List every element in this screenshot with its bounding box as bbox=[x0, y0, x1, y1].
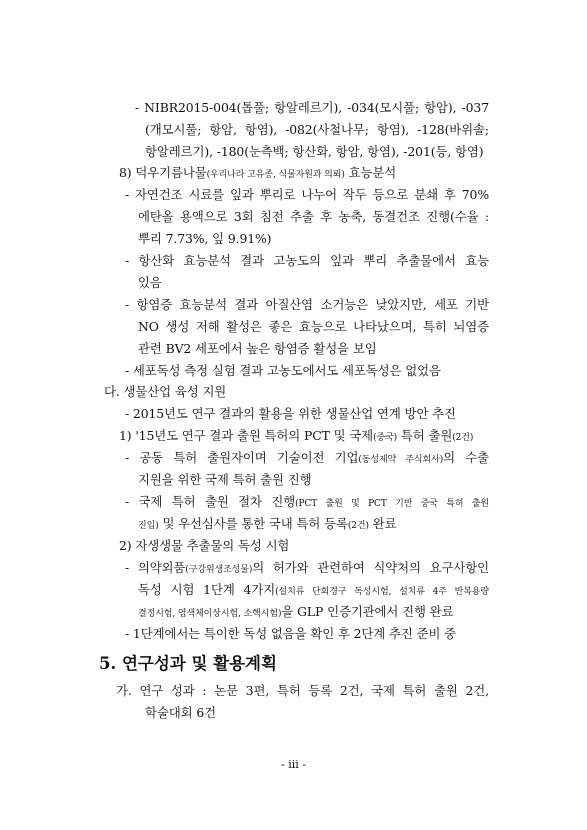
text-line: 에탄올 용액으로 3회 침전 추출 후 농축, 동결건조 진행(수율 : bbox=[138, 209, 489, 224]
subsection-heading: 2) 자생생물 추출물의 독성 시험 bbox=[119, 538, 290, 553]
text-line: (개모시풀; 항암, 항염), -082(사철나무; 항염), -128(바위솔; bbox=[145, 122, 489, 137]
text-line: NO 생성 저해 활성은 좋은 효능으로 나타났으며, 특히 뇌염증 bbox=[138, 319, 489, 334]
text-line: - NIBR2015-004(톱풀; 항알레르기), -034(모시풀; 항암), -037 bbox=[135, 100, 489, 115]
text-line: 관련 BV2 세포에서 높은 항염증 활성을 보임 bbox=[138, 341, 377, 356]
section-heading: 다. 생물산업 육성 지원 bbox=[104, 384, 227, 399]
text-line: - 2015년도 연구 결과의 활용을 위한 생물산업 연계 방안 추진 bbox=[125, 406, 456, 421]
text-line: 결정시험, 염색체이상시험, 소핵시험)을 GLP 인증기관에서 진행 완료 bbox=[138, 604, 454, 619]
text-line: - 세포독성 측정 실험 결과 고농도에서도 세포독성은 없었음 bbox=[125, 363, 441, 378]
text-line: 학술대회 6건 bbox=[145, 705, 216, 720]
page-number: - iii - bbox=[281, 758, 306, 771]
text-line: 가. 연구 성과 : 논문 3편, 특허 등록 2건, 국제 특허 출원 2건, bbox=[116, 683, 489, 698]
subsection-heading: 1) '15년도 연구 결과 출원 특허의 PCT 및 국제(중국) 특허 출원(2건) bbox=[119, 428, 474, 443]
text-line: - 자연건조 시료를 잎과 뿌리로 나누어 작두 등으로 분쇄 후 70% bbox=[125, 187, 489, 202]
text-line: 뿌리 7.73%, 잎 9.91%) bbox=[138, 231, 272, 246]
text-line: - 의약외품(구강위생조성물)의 허가와 관련하여 식약처의 요구사항인 bbox=[125, 560, 489, 575]
text-line: - 국제 특허 출원 절차 진행(PCT 출원 및 PCT 기반 중국 특허 출원 bbox=[125, 494, 490, 509]
text-line: 있음 bbox=[138, 275, 162, 290]
text-line: 독성 시험 1단계 4가지(설치류 단회경구 독성시험, 설치류 4주 반복용량 bbox=[138, 582, 489, 597]
text-line: 항알레르기), -180(눈측백; 항산화, 항암, 항염), -201(등, 항염) bbox=[145, 144, 484, 159]
subsection-heading: 8) 덕우기름나물(우리나라 고유종, 식물자원과 의뢰) 효능분석 bbox=[119, 165, 397, 180]
chapter-heading: 5. 연구성과 및 활용계획 bbox=[99, 654, 277, 673]
text-line: 지원을 위한 국제 특허 출원 진행 bbox=[138, 472, 312, 487]
text-line: - 항염증 효능분석 결과 아질산염 소거능은 낮았지만, 세포 기반 bbox=[125, 297, 489, 312]
text-line: - 1단계에서는 특이한 독성 없음을 확인 후 2단계 추진 준비 중 bbox=[125, 626, 457, 641]
text-line: - 공동 특허 출원자이며 기술이전 기업(동성제약 주식회사)의 수출 bbox=[125, 450, 489, 465]
text-line: 진입) 및 우선심사를 통한 국내 특허 등록(2건) 완료 bbox=[138, 516, 397, 531]
text-line: - 항산화 효능분석 결과 고농도의 잎과 뿌리 추출물에서 효능 bbox=[125, 253, 489, 268]
